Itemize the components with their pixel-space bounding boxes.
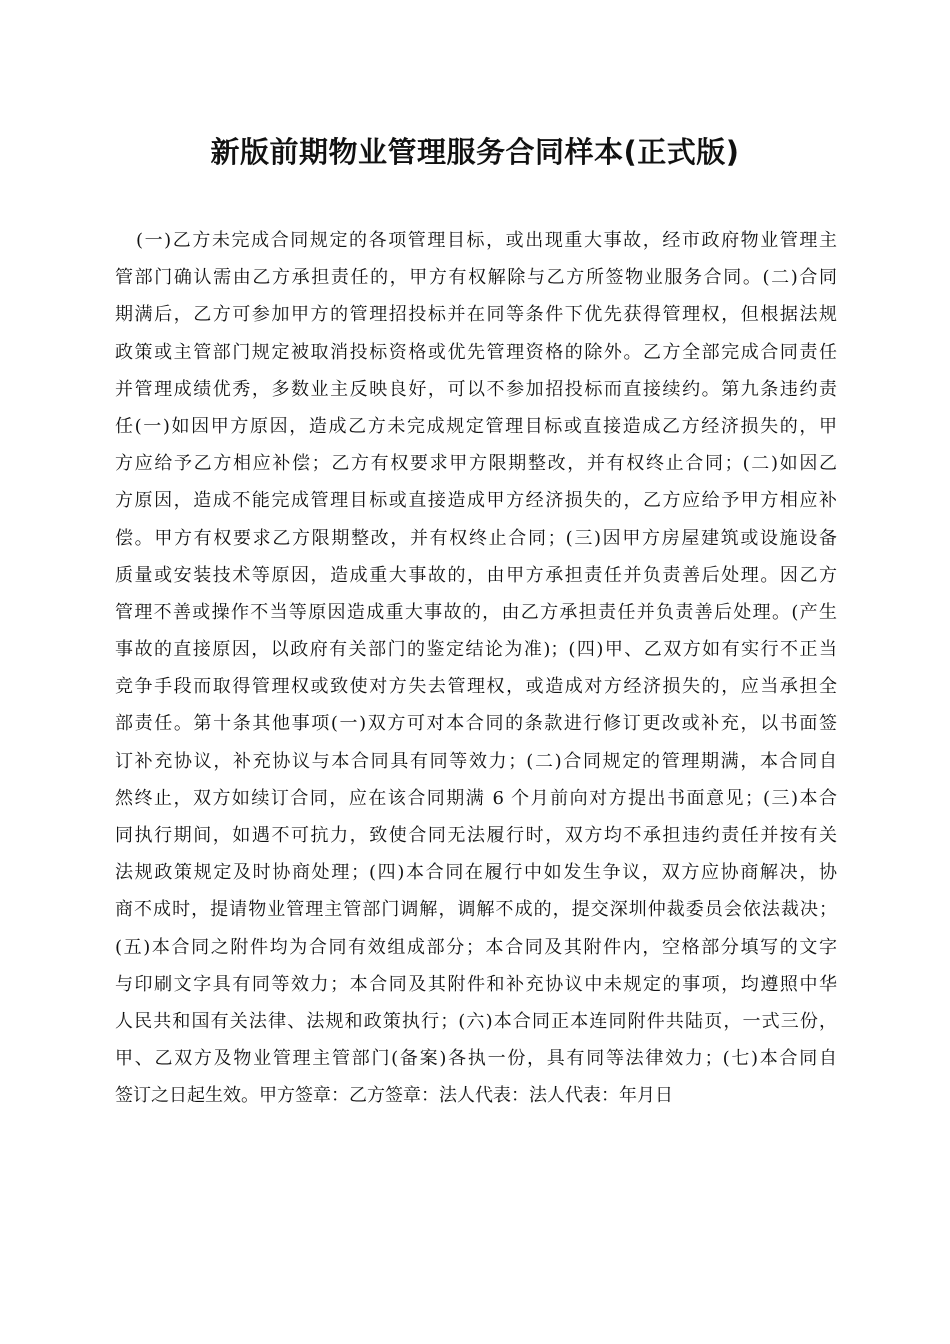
body-line: 商不成时，提请物业管理主管部门调解，调解不成的，提交深圳仲裁委员会依法裁决； [115,899,837,921]
body-line: 政策或主管部门规定被取消投标资格或优先管理资格的除外。乙方全部完成合同责任 [115,341,837,363]
body-line: 部责任。第十条其他事项(一)双方可对本合同的条款进行修订更改或补充，以书面签 [115,713,837,735]
body-line: 事故的直接原因，以政府有关部门的鉴定结论为准)；(四)甲、乙双方如有实行不正当 [115,639,837,661]
body-line: 人民共和国有关法律、法规和政策执行；(六)本合同正本连同附件共陆页，一式三份， [115,1010,837,1032]
body-line: 偿。甲方有权要求乙方限期整改，并有权终止合同；(三)因甲方房屋建筑或设施设备 [115,527,837,549]
body-line: 竞争手段而取得管理权或致使对方失去管理权，或造成对方经济损失的，应当承担全 [115,676,837,698]
body-line: 甲、乙双方及物业管理主管部门(备案)各执一份，具有同等法律效力；(七)本合同自 [115,1048,837,1070]
body-line: 期满后，乙方可参加甲方的管理招投标并在同等条件下优先获得管理权，但根据法规 [115,304,837,326]
body-line: 方原因，造成不能完成管理目标或直接造成甲方经济损失的，乙方应给予甲方相应补 [115,490,837,512]
body-line: (一)乙方未完成合同规定的各项管理目标，或出现重大事故，经市政府物业管理主 [136,230,837,251]
document-title: 新版前期物业管理服务合同样本(正式版) [210,135,740,169]
body-line: 法规政策规定及时协商处理；(四)本合同在履行中如发生争议，双方应协商解决，协 [115,862,837,884]
body-line: 同执行期间，如遇不可抗力，致使合同无法履行时，双方均不承担违约责任并按有关 [115,825,837,846]
body-line: 方应给予乙方相应补偿；乙方有权要求甲方限期整改，并有权终止合同；(二)如因乙 [115,453,837,475]
body-line: 管理不善或操作不当等原因造成重大事故的，由乙方承担责任并负责善后处理。(产生 [115,601,837,623]
body-line: 管部门确认需由乙方承担责任的，甲方有权解除与乙方所签物业服务合同。(二)合同 [115,267,837,289]
document-body [115,222,837,1115]
body-line: 然终止，双方如续订合同，应在该合同期满 6 个月前向对方提出书面意见；(三)本合 [115,787,837,809]
body-line: 订补充协议，补充协议与本合同具有同等效力；(二)合同规定的管理期满，本合同自 [115,750,837,772]
body-line: 签订之日起生效。甲方签章：乙方签章：法人代表：法人代表：年月日 [115,1085,673,1107]
body-line: (五)本合同之附件均为合同有效组成部分；本合同及其附件内，空格部分填写的文字 [115,936,837,958]
body-line: 与印刷文字具有同等效力；本合同及其附件和补充协议中未规定的事项，均遵照中华 [115,973,837,995]
body-line: 并管理成绩优秀，多数业主反映良好，可以不参加招投标而直接续约。第九条违约责 [115,378,837,400]
body-line: 质量或安装技术等原因，造成重大事故的，由甲方承担责任并负责善后处理。因乙方 [115,564,837,586]
body-line: 任(一)如因甲方原因，造成乙方未完成规定管理目标或直接造成乙方经济损失的，甲 [115,415,837,437]
